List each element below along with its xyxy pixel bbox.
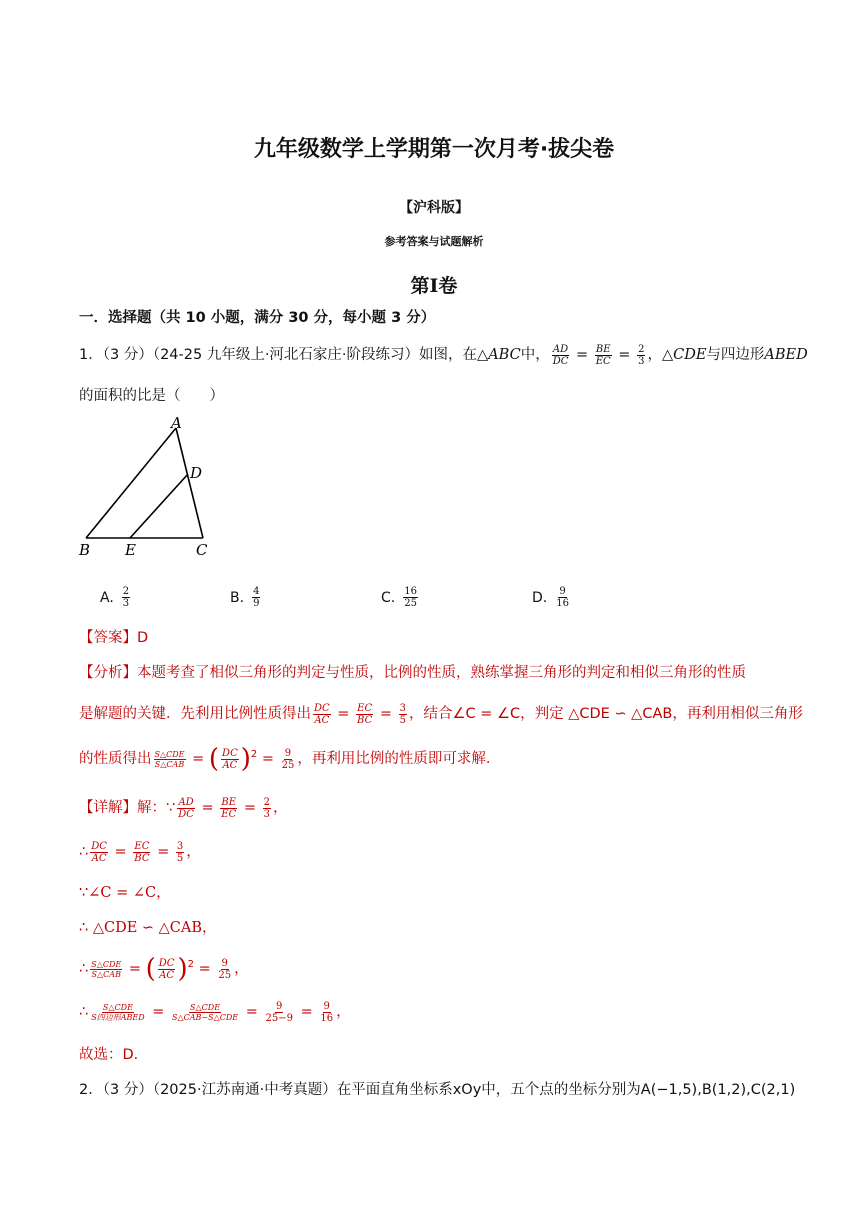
triangle-cde: △CDE xyxy=(661,347,707,363)
q2-stem xyxy=(79,1078,795,1099)
option-b[interactable]: B. $\frac{4}{9}$ xyxy=(230,586,260,609)
fraction-ad-dc: $\frac{AD}{DC}$ xyxy=(552,343,569,367)
detail-line3: ∵∠C = ∠C， xyxy=(79,885,171,901)
detail-label: 【详解】 xyxy=(79,800,137,816)
detail-line4: ∴ △CDE ∽ △CAB， xyxy=(79,920,217,936)
q2-score: （3 分） xyxy=(102,1082,153,1098)
detail-line5: ∴ $\frac{\text{S△CDE}}{\text{S△CAB}}$ = ( $\frac{DC}{AC}$ )$^2$ = $\frac{9}{25}$ ， xyxy=(79,954,249,984)
q2-source: （2025·江苏南通·中考真题） xyxy=(152,1082,337,1098)
analysis-text: ，再利用比例的性质即可求解． xyxy=(297,751,501,767)
analysis-line2: 是解题的关键．先利用比例性质得出 $\frac{DC}{AC}$ = $\frac{EC}{BC}$ = $\frac{3}{5}$ ，结合∠C = ∠C，判定 △CDE ∽ △CAB，再利用相似三角形 xyxy=(79,702,803,726)
fraction-be-ec: $\frac{BE}{EC}$ xyxy=(595,343,611,367)
label-b: B xyxy=(79,541,91,559)
q1-stem-line1: 1．（3 分）（24-25 九年级上·河北石家庄·阶段练习）如图，在△ABC中， $\frac{AD}{DC}$ = $\frac{BE}{EC}$ = $\frac{2}{3}$ ，△CDE与四边形ABED xyxy=(79,343,808,367)
edition-label: 【沪科版】 xyxy=(399,200,469,216)
analysis-label: 【分析】 xyxy=(79,665,137,681)
analysis-line3: 的性质得出 $\frac{\text{S△CDE}}{\text{S△CAB}}$ = ( $\frac{DC}{AC}$ )$^2$ = $\frac{9}{25}$ ，再利用比例的性质即可求解． xyxy=(79,744,501,774)
answer-value: D xyxy=(137,630,149,646)
volume-heading: 第Ⅰ卷 xyxy=(410,275,458,297)
detail-line2: ∴ $\frac{DC}{AC}$ = $\frac{EC}{BC}$ = $\frac{3}{5}$ ， xyxy=(79,840,201,864)
fraction-2-3: $\frac{2}{3}$ xyxy=(638,343,645,367)
answer-label: 【答案】 xyxy=(79,630,137,646)
q2-stem-text: 在平面直角坐标系xOy中，五个点的坐标分别为A(−1,5),B(1,2),C(2,1) xyxy=(336,1082,796,1098)
analysis-text: ，结合∠C = ∠C，判定 △CDE ∽ △CAB，再利用相似三角形 xyxy=(408,706,803,722)
q1-score: （3 分） xyxy=(102,347,153,363)
label-e: E xyxy=(125,541,136,559)
q1-number: 1． xyxy=(79,347,103,363)
page-title: 九年级数学上学期第一次月考·拔尖卷 xyxy=(253,137,615,162)
analysis-text: 是解题的关键．先利用比例性质得出 xyxy=(79,706,311,722)
subtitle: 参考答案与试题解析 xyxy=(384,235,484,248)
q1-source: （24-25 九年级上·河北石家庄·阶段练习） xyxy=(152,347,420,363)
analysis-text: 的性质得出 xyxy=(79,751,152,767)
label-a: A xyxy=(171,414,182,432)
label-d: D xyxy=(190,464,203,482)
answer-line xyxy=(79,626,148,647)
label-c: C xyxy=(196,541,208,559)
detail-text: 解：∵ xyxy=(137,800,176,816)
q1-stem-line2: 的面积的比是（ ） xyxy=(79,388,224,404)
q1-stem-text: 与四边形 xyxy=(706,347,765,363)
side-ab xyxy=(86,428,176,538)
q1-stem-text: ， xyxy=(647,347,662,363)
quadrilateral-abed: ABED xyxy=(764,347,808,363)
analysis-line1 xyxy=(79,661,746,682)
triangle-diagram xyxy=(76,412,226,562)
option-c[interactable]: C. $\frac{16}{25}$ xyxy=(381,586,417,609)
section-heading: 一．选择题（共 10 小题，满分 30 分，每小题 3 分） xyxy=(79,310,436,326)
q1-stem-text: 中， xyxy=(520,347,550,363)
option-d[interactable]: D. $\frac{9}{16}$ xyxy=(532,586,569,609)
q2-number: 2． xyxy=(79,1082,103,1098)
detail-line6: ∴ $\frac{\text{S△CDE}}{\text{S四边形ABED}}$ = $\frac{\text{S△CDE}}{\text{S△CAB−S△CDE}}$ = $\frac{9}{25-9}$ = $\frac{9}{16}$ ， xyxy=(79,1000,351,1024)
segment-de xyxy=(130,474,188,538)
conclusion-line: 故选：D． xyxy=(79,1047,149,1063)
option-a[interactable]: A. $\frac{2}{3}$ xyxy=(100,586,130,609)
analysis-text: 本题考查了相似三角形的判定与性质，比例的性质，熟练掌握三角形的判定和相似三角形的性质 xyxy=(137,665,746,681)
detail-line1: 【详解】解：∵ $\frac{AD}{DC}$ = $\frac{BE}{EC}$ = $\frac{2}{3}$ ， xyxy=(79,796,288,820)
q1-stem-text: 如图，在 xyxy=(419,347,478,363)
triangle-abc: △ABC xyxy=(477,347,521,363)
